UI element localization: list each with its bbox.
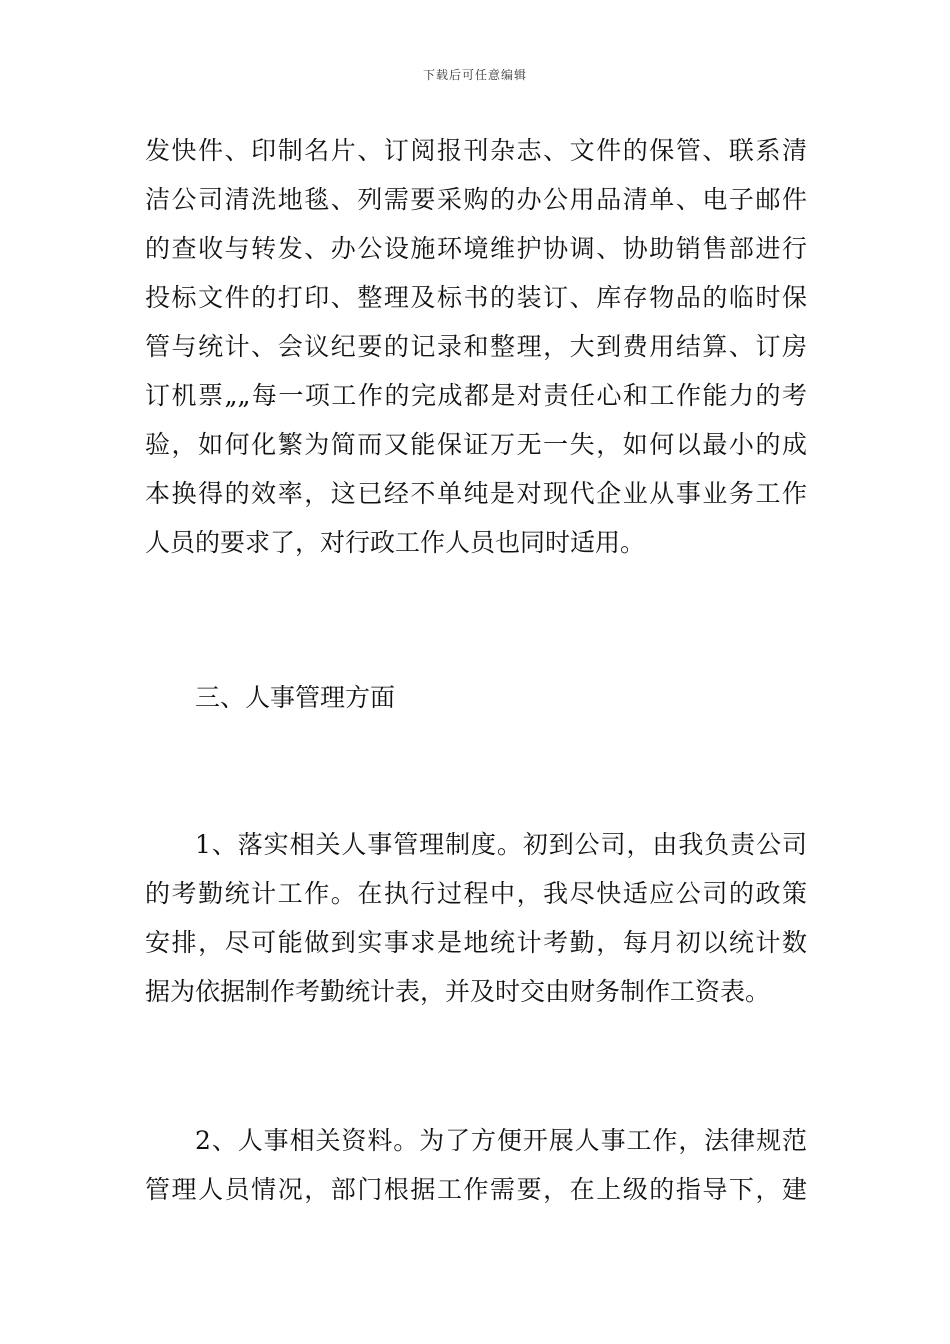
paragraph-line: 验，如何化繁为简而又能保证万无一失，如何以最小的成 (145, 430, 807, 459)
header-note: 下载后可任意编辑 (422, 68, 527, 82)
paragraph-line: 的考勤统计工作。在执行过程中，我尽快适应公司的政策 (145, 879, 807, 908)
paragraph-line: 本换得的效率，这已经不单纯是对现代企业从事业务工作 (145, 479, 807, 508)
paragraph-line: 安排，尽可能做到实事求是地统计考勤，每月初以统计数 (145, 928, 807, 957)
paragraph-line: 2、人事相关资料。为了方便开展人事工作，法律规范 (195, 1126, 807, 1155)
paragraph-line: 管与统计、会议纪要的记录和整理，大到费用结算、订房 (145, 332, 807, 361)
paragraph-line: 管理人员情况，部门根据工作需要，在上级的指导下，建 (145, 1175, 807, 1204)
paragraph-office-tasks (145, 126, 807, 567)
paragraph-line: 的查收与转发、办公设施环境维护协调、协助销售部进行 (145, 234, 807, 263)
paragraph-line: 发快件、印制名片、订阅报刊杂志、文件的保管、联系清 (145, 136, 807, 165)
paragraph-line: 订机票„„每一项工作的完成都是对责任心和工作能力的考 (145, 381, 807, 410)
paragraph-line: 1、落实相关人事管理制度。初到公司，由我负责公司 (195, 830, 807, 859)
section-heading-hr (145, 673, 807, 722)
paragraph-hr-records (145, 1116, 807, 1214)
paragraph-line: 洁公司清洗地毯、列需要采购的办公用品清单、电子邮件 (145, 185, 807, 214)
paragraph-line: 人员的要求了，对行政工作人员也同时适用。 (145, 528, 646, 557)
paragraph-line: 投标文件的打印、整理及标书的装订、库存物品的临时保 (145, 283, 807, 312)
section-heading-text: 三、人事管理方面 (195, 683, 396, 712)
paragraph-line: 据为依据制作考勤统计表，并及时交由财务制作工资表。 (145, 977, 771, 1006)
paragraph-attendance (145, 820, 807, 1016)
